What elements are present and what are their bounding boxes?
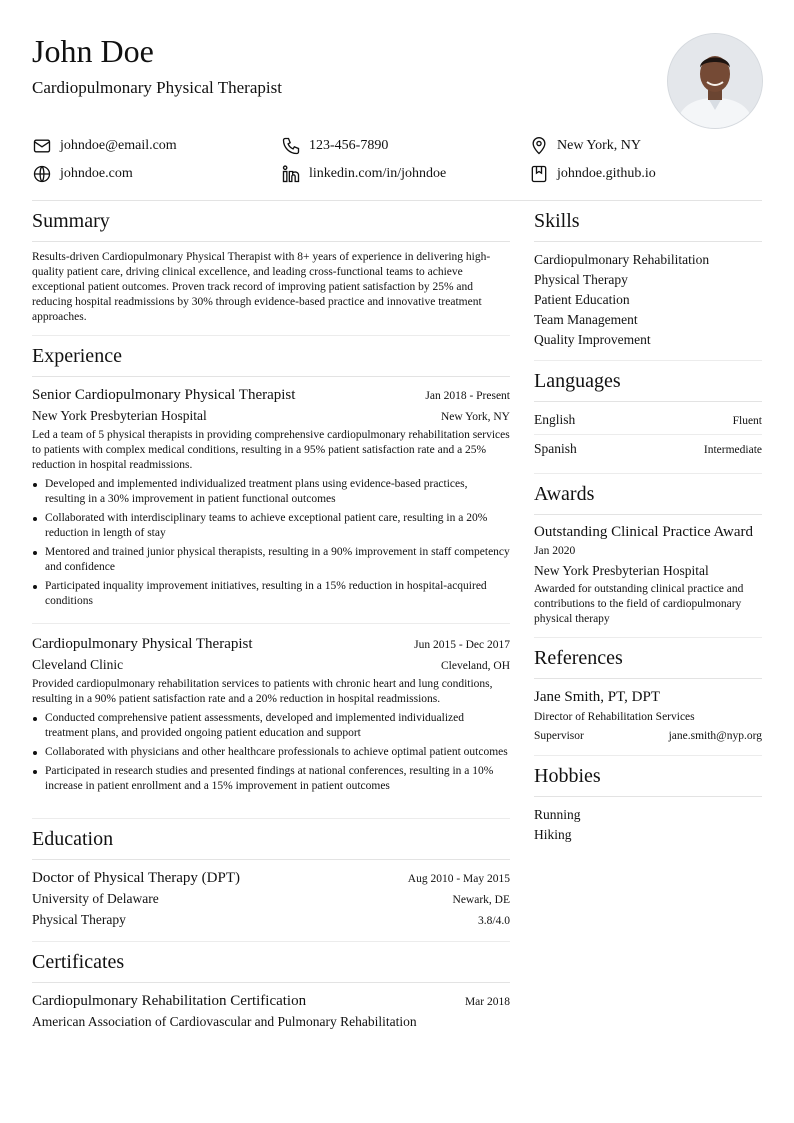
sidebar-column xyxy=(534,201,762,863)
location-text: New York, NY xyxy=(557,138,642,153)
summary-text: Results-driven Cardiopulmonary Physical Therapist with 8+ years of experience in delivering high-quality patient care, driving clinical excellence, and leading cross-functional teams to achieve exceptional patient outcomes. Proven track record of improving patient satisfaction by 25% and reducing hospital readmissions by 30% through evidence-based practice and innovative treatment approaches. xyxy=(32,251,491,323)
job-location: Cleveland, OH xyxy=(441,660,510,672)
language-level: Fluent xyxy=(732,415,762,427)
experience-section xyxy=(32,344,510,819)
job-bullets xyxy=(32,477,510,609)
website-text: johndoe.com xyxy=(60,166,133,181)
hobby-item: Running xyxy=(534,807,581,822)
job-description: Led a team of 5 physical therapists in providing comprehensive cardiopulmonary rehabilitation services to patients with complex medical conditions, resulting in a 95% patient satisfaction rate and a 25% reduction in hospital readmissions. xyxy=(32,429,510,471)
school-location: Newark, DE xyxy=(452,894,510,906)
awards-title: Awards xyxy=(534,482,762,515)
certificate-name: Cardiopulmonary Rehabilitation Certification xyxy=(32,993,307,1009)
education-title: Education xyxy=(32,827,510,860)
skills-title: Skills xyxy=(534,209,762,242)
job-bullet: Collaborated with physicians and other healthcare professionals to achieve optimal patient outcomes xyxy=(45,745,510,760)
linkedin-text: linkedin.com/in/johndoe xyxy=(309,166,447,181)
reference-role: Director of Rehabilitation Services xyxy=(534,711,695,723)
portfolio-icon xyxy=(529,164,549,184)
language-row xyxy=(534,434,762,463)
summary-section xyxy=(32,209,510,336)
education-section xyxy=(32,827,510,942)
job-bullet: Mentored and trained junior physical therapists, resulting in a 90% improvement in staff competency and confidence xyxy=(45,546,510,573)
languages-section xyxy=(534,369,762,474)
main-column xyxy=(32,201,510,1050)
job-company: Cleveland Clinic xyxy=(32,657,124,672)
reference-name: Jane Smith, PT, DPT xyxy=(534,689,660,705)
map-pin-icon xyxy=(529,136,549,156)
reference-relation: Supervisor xyxy=(534,730,584,742)
language-level: Intermediate xyxy=(703,444,762,456)
language-name: English xyxy=(534,412,576,427)
degree: Doctor of Physical Therapy (DPT) xyxy=(32,870,241,886)
references-section xyxy=(534,646,762,756)
contact-linkedin[interactable] xyxy=(281,164,446,184)
summary-title: Summary xyxy=(32,209,510,242)
job-bullet: Participated in research studies and presented findings at national conferences, resulting in a 10% increase in patient enrollment and a 15% improvement in patient outcomes xyxy=(45,764,510,794)
certificates-section xyxy=(32,950,510,1042)
award-date: Jan 2020 xyxy=(534,545,576,557)
job-location: New York, NY xyxy=(440,411,510,423)
job-bullet: Developed and implemented individualized treatment plans using evidence-based practices, resulting in a 30% improvement in patient functional outcomes xyxy=(45,477,510,507)
awards-section xyxy=(534,482,762,638)
linkedin-icon xyxy=(281,164,301,184)
skill-item: Patient Education xyxy=(534,292,630,307)
certificate-date: Mar 2018 xyxy=(464,996,510,1008)
skill-item: Team Management xyxy=(534,312,638,327)
job-dates: Jan 2018 - Present xyxy=(425,390,510,402)
contact-location xyxy=(529,136,641,156)
field-of-study: Physical Therapy xyxy=(32,912,126,927)
contact-website[interactable] xyxy=(32,164,133,184)
gpa: 3.8/4.0 xyxy=(478,915,510,927)
certificate-issuer: American Association of Cardiovascular and Pulmonary Rehabilitation xyxy=(32,1014,417,1029)
job-company: New York Presbyterian Hospital xyxy=(32,408,207,423)
job-bullet: Conducted comprehensive patient assessments, developed and implemented individualized treatment plans, and provided ongoing patient education and support xyxy=(45,711,510,741)
job-dates: Jun 2015 - Dec 2017 xyxy=(414,639,510,651)
headline: Cardiopulmonary Physical Therapist xyxy=(32,78,282,97)
skills-section xyxy=(534,209,762,361)
contact-phone[interactable] xyxy=(281,136,388,156)
job-description: Provided cardiopulmonary rehabilitation services to patients with chronic heart and lung conditions, resulting in a 90% patient satisfaction rate and a 20% reduction in hospital readmissions. xyxy=(32,678,493,705)
skill-item: Quality Improvement xyxy=(534,332,651,347)
mail-icon xyxy=(32,136,52,156)
avatar xyxy=(667,33,763,129)
job-position: Senior Cardiopulmonary Physical Therapist xyxy=(32,387,296,403)
education-dates: Aug 2010 - May 2015 xyxy=(407,873,510,885)
hobbies-title: Hobbies xyxy=(534,764,762,797)
job-bullet: Collaborated with interdisciplinary teams to achieve exceptional patient care, resulting in a 20% reduction in length of stay xyxy=(45,511,510,541)
job-bullets xyxy=(32,711,510,794)
language-name: Spanish xyxy=(534,441,577,456)
experience-item xyxy=(32,385,510,624)
experience-item xyxy=(32,634,510,808)
hobby-item: Hiking xyxy=(534,827,572,842)
person-name: John Doe xyxy=(32,33,154,69)
contact-email[interactable] xyxy=(32,136,177,156)
globe-icon xyxy=(32,164,52,184)
job-position: Cardiopulmonary Physical Therapist xyxy=(32,636,253,652)
language-row xyxy=(534,406,762,434)
phone-text: 123-456-7890 xyxy=(309,138,389,153)
job-bullet: Participated inquality improvement initiatives, resulting in a 15% reduction in hospital-acquired conditions xyxy=(45,579,510,609)
school: University of Delaware xyxy=(32,891,159,906)
skill-item: Physical Therapy xyxy=(534,272,628,287)
experience-title: Experience xyxy=(32,344,510,377)
email-text: johndoe@email.com xyxy=(60,138,177,153)
languages-title: Languages xyxy=(534,369,762,402)
skill-item: Cardiopulmonary Rehabilitation xyxy=(534,252,710,267)
references-title: References xyxy=(534,646,762,679)
certificates-title: Certificates xyxy=(32,950,510,983)
hobbies-section xyxy=(534,764,762,855)
award-issuer: New York Presbyterian Hospital xyxy=(534,563,709,578)
reference-email[interactable]: jane.smith@nyp.org xyxy=(668,730,762,742)
award-name: Outstanding Clinical Practice Award xyxy=(534,524,753,540)
phone-icon xyxy=(281,136,301,156)
award-description: Awarded for outstanding clinical practice and contributions to the field of cardiopulmonary physical therapy xyxy=(534,583,744,625)
contact-github[interactable] xyxy=(529,164,656,184)
profile-photo xyxy=(668,34,762,128)
github-text: johndoe.github.io xyxy=(557,166,656,181)
